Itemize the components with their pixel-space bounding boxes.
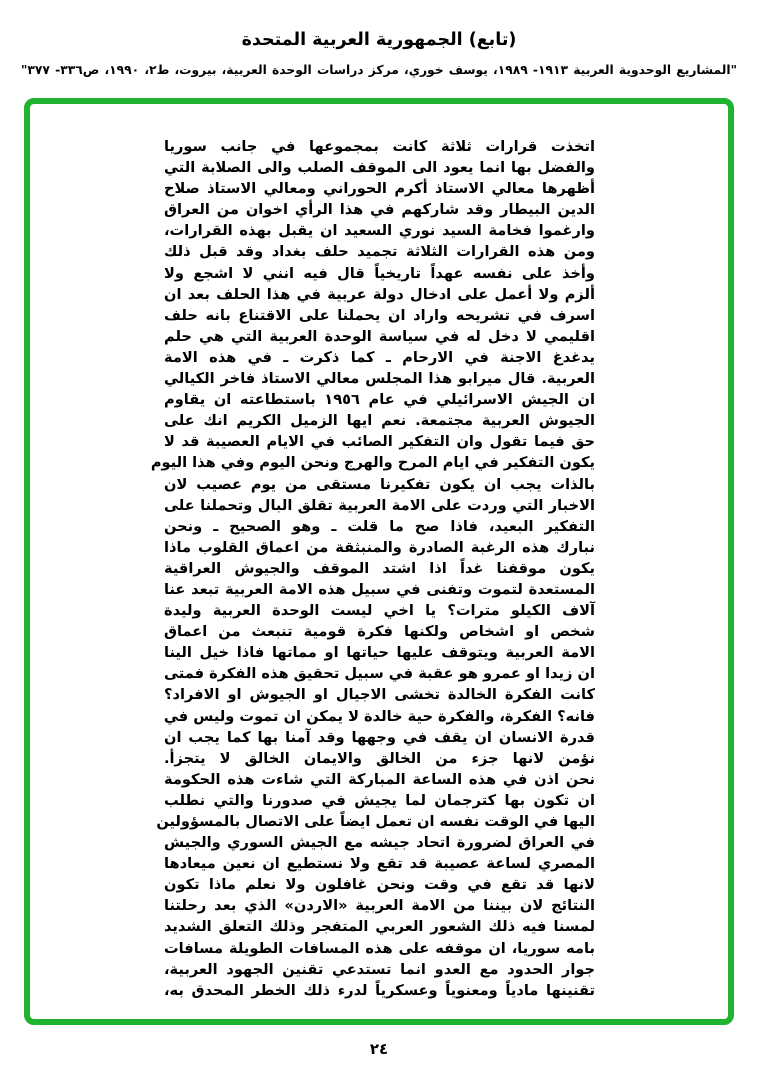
body-text-line: نؤمن لانها جزء من الخالق والايمان الخالق لا يتجزأ. bbox=[164, 749, 595, 767]
body-text-line: فانه؟ الفكرة، والفكرة حية خالدة لا يمكن ان تموت وليس في bbox=[163, 707, 595, 725]
body-text-line: شخص او اشخاص ولكنها فكرة قومية تنبعث من اعماق bbox=[164, 623, 595, 641]
body-text-line: في العراق لضرورة اتحاد جيشه مع الجيش السوري والجيش bbox=[164, 834, 595, 852]
body-text-line: الدين البيطار وقد شاركهم في هذا الرأي اخوان من العراق bbox=[164, 201, 595, 219]
body-text-line: نحن اذن في هذه الساعة المباركة التي شاءت هذه الحكومة bbox=[164, 770, 595, 788]
body-text-line: جوار الحدود مع العدو انما تستدعي تقنين الجهود العربية، bbox=[164, 960, 595, 978]
body-text-line: النتائج لان بيننا من الامة العربية «الاردن» الذي بعد رحلتنا bbox=[164, 897, 595, 915]
body-text-line: حق فيما تقول وان التفكير الصائب في الايام العصيبة قد لا bbox=[164, 433, 595, 451]
body-text-line: لمسنا فيه ذلك الشعور العربي المتفجر وذلك التعلق الشديد bbox=[164, 918, 595, 936]
body-text-line: اسرف في تشريحه واراد ان يحملنا على الاقتناع بانه حلف bbox=[164, 306, 595, 324]
body-text-line: ان زيدا او عمرو هو عقبة في سبيل تحقيق هذه الفكرة فمتى bbox=[164, 665, 595, 683]
body-text-line: بامه سوريا، ان موقفه على هذه المسافات الطويلة مسافات bbox=[164, 939, 595, 957]
body-text-line: العربية. قال ميرابو هذا المجلس معالي الاستاذ فاخر الكيالي bbox=[164, 370, 595, 388]
body-text-line: نبارك هذه الرغبة الصادرة والمنبثقة من اعماق القلوب ماذا bbox=[164, 538, 595, 556]
body-text-line: التفكير البعيد، فاذا صح ما قلت ـ وهو الصحيح ـ ونحن bbox=[164, 517, 595, 535]
body-text-line: ان تكون بها كترجمان لما يجيش في صدورنا والتي نطلب bbox=[164, 791, 595, 809]
body-text-line: اقليمي لا دخل له في سياسة الوحدة العربية التي هي حلم bbox=[164, 327, 595, 345]
citation-line: "المشاريع الوحدوية العربية ١٩١٣- ١٩٨٩، يوسف خوري، مركز دراسات الوحدة العربية، بيروت، ط٢، ١٩٩٠، ص٣٣٦- ٣٧٧" bbox=[21, 63, 738, 77]
page-number: ٢٤ bbox=[369, 1040, 389, 1058]
body-text-line: اتخذت قرارات ثلاثة كانت بمجموعها في جانب سوريا bbox=[164, 138, 595, 155]
body-text-line: ألزم ولا أعمل على ادخال دولة عربية في هذا الحلف بعد ان bbox=[164, 285, 595, 303]
body-text-line: ان الجيش الاسرائيلي في عام ١٩٥٦ باستطاعته ان يقاوم bbox=[164, 391, 596, 409]
body-text-line: الجيوش العربية مجتمعة. نعم ايها الزميل الكريم انك على bbox=[164, 412, 595, 430]
body-text-line: أظهرها معالي الاستاذ أكرم الحوراني ومعالي الاستاذ صلاح bbox=[164, 180, 595, 198]
body-text-line: ومن هذه القرارات الثلاثة تجميد حلف بغداد وقد قبل ذلك bbox=[164, 243, 595, 261]
body-text-line: المستعدة لتموت وتفنى في سبيل هذه الامة العربية تبعد عنا bbox=[164, 580, 595, 598]
body-text-line: لانها قد تقع في وقت ونحن غافلون ولا نعلم ماذا تكون bbox=[164, 876, 595, 894]
body-text-line: قدرة الانسان ان يقف في وجهها وقد آمنا بها كما يجب ان bbox=[164, 728, 595, 746]
body-text-line: تقنينها مادياً ومعنوياً وعسكرياً لدرء ذلك الخطر المحدق به، bbox=[164, 981, 595, 999]
body-text-line: الامة العربية ويتوقف عليها حياتها او مماتها فاذا خيل الينا bbox=[164, 644, 595, 662]
body-text-line: كانت الفكرة الخالدة تخشى الاجيال او الجيوش او الافراد؟ bbox=[164, 686, 595, 704]
body-text-line: بالذات يجب ان يكون تفكيرنا مستقى من يوم عصيب لان bbox=[164, 475, 595, 493]
body-text-line: يكون موقفنا غداً اذا اشتد الموقف والجيوش العراقية bbox=[164, 559, 595, 577]
body-text-line: يكون التفكير في ايام المرح والهرج ونحن اليوم وفي هذا اليوم bbox=[150, 454, 595, 472]
body-text-line: يدغدغ الاجنة في الارحام ـ كما ذكرت ـ في هذه الامة bbox=[164, 348, 595, 366]
body-text-line: اليها في الوقت نفسه ان تعمل ايضاً على الاتصال بالمسؤولين bbox=[156, 813, 595, 830]
body-text-line: الاخبار التي وردت على الامة العربية تقلق البال وتحملنا على bbox=[164, 496, 595, 514]
body-text-line: والفضل بها انما يعود الى الموقف الصلب والى الصلابة التي bbox=[164, 159, 595, 177]
body-text-line: وارغموا فخامة السيد نوري السعيد ان يقبل بهذه القرارات، bbox=[164, 222, 595, 240]
body-text-line: آلاف الكيلو مترات؟ يا اخي ليست الوحدة العربية وليدة bbox=[164, 602, 595, 620]
body-text bbox=[150, 136, 596, 1001]
page-title: (تابع) الجمهورية العربية المتحدة bbox=[241, 30, 517, 50]
body-text-line: وأخذ على نفسه عهداً تاريخياً قال فيه انني لا اشجع ولا bbox=[164, 264, 595, 282]
body-text-line: المصري لساعة عصيبة قد تقع ولا نستطيع ان نعين ميعادها bbox=[164, 855, 595, 873]
